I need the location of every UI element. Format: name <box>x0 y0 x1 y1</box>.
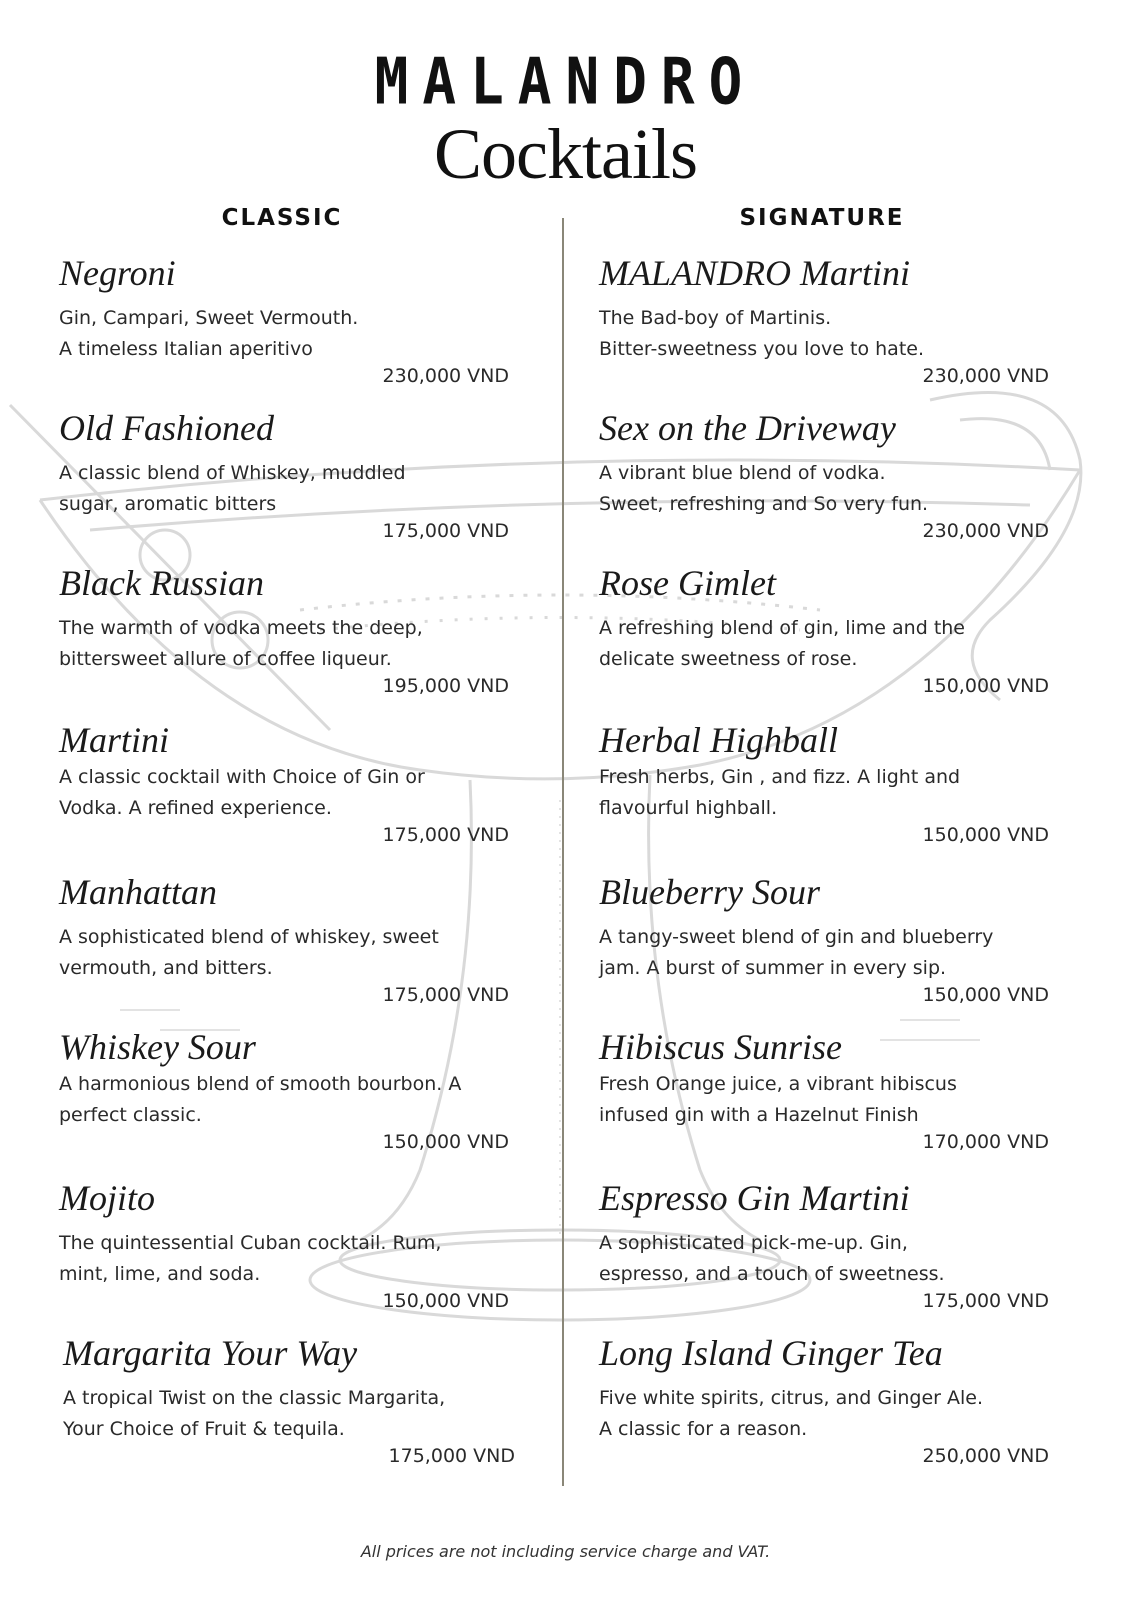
item-description: Fresh Orange juice, a vibrant hibiscus infused gin with a Hazelnut Finish <box>599 1073 957 1126</box>
menu-item <box>599 1178 1049 1314</box>
item-description: A tropical Twist on the classic Margarita, Your Choice of Fruit & tequila. <box>63 1387 446 1440</box>
item-name: Margarita Your Way <box>63 1333 358 1373</box>
menu-item <box>59 253 509 389</box>
menu-item <box>59 408 509 544</box>
classic-heading: CLASSIC <box>221 205 343 231</box>
item-description: A sophisticated blend of whiskey, sweet vermouth, and bitters. <box>59 926 439 979</box>
item-price: 195,000 VND <box>382 675 509 697</box>
item-price: 150,000 VND <box>922 675 1049 697</box>
signature-heading: SIGNATURE <box>739 205 905 231</box>
menu-item <box>599 1027 1049 1155</box>
item-description: Fresh herbs, Gin , and fizz. A light and flavourful highball. <box>599 766 961 819</box>
menu-item <box>599 563 1049 699</box>
item-name: Hibiscus Sunrise <box>599 1027 842 1067</box>
item-price: 150,000 VND <box>382 1131 509 1153</box>
item-name: Black Russian <box>59 563 264 603</box>
menu-item <box>599 408 1049 544</box>
item-name: Manhattan <box>59 872 217 912</box>
item-price: 250,000 VND <box>922 1445 1049 1467</box>
item-name: Old Fashioned <box>59 408 274 448</box>
item-name: Long Island Ginger Tea <box>599 1333 943 1373</box>
item-name: Espresso Gin Martini <box>599 1178 910 1218</box>
item-price: 150,000 VND <box>922 984 1049 1006</box>
menu-item <box>599 872 1049 1008</box>
item-name: Mojito <box>59 1178 155 1218</box>
item-description: A refreshing blend of gin, lime and the delicate sweetness of rose. <box>599 617 966 670</box>
item-description: The Bad-boy of Martinis. Bitter-sweetness you love to hate. <box>599 307 924 360</box>
item-name: Rose Gimlet <box>599 563 776 603</box>
item-price: 230,000 VND <box>922 520 1049 542</box>
item-price: 230,000 VND <box>922 365 1049 387</box>
menu-item <box>63 1333 515 1469</box>
item-description: A classic blend of Whiskey, muddled sugar, aromatic bitters <box>59 462 406 515</box>
item-description: Gin, Campari, Sweet Vermouth. A timeless Italian aperitivo <box>59 307 359 360</box>
column-divider <box>562 218 564 1486</box>
item-price: 230,000 VND <box>382 365 509 387</box>
item-price: 175,000 VND <box>922 1290 1049 1312</box>
menu-item <box>599 1333 1049 1469</box>
item-name: Negroni <box>59 253 176 293</box>
menu-item <box>59 1027 509 1155</box>
menu-item <box>59 1178 509 1314</box>
item-price: 175,000 VND <box>382 824 509 846</box>
item-price: 150,000 VND <box>382 1290 509 1312</box>
item-description: A tangy-sweet blend of gin and blueberry jam. A burst of summer in every sip. <box>599 926 994 979</box>
item-description: The quintessential Cuban cocktail. Rum, mint, lime, and soda. <box>59 1232 442 1285</box>
item-name: Herbal Highball <box>599 720 838 760</box>
item-description: A classic cocktail with Choice of Gin or Vodka. A refined experience. <box>59 766 425 819</box>
item-name: MALANDRO Martini <box>599 253 910 293</box>
item-price: 175,000 VND <box>382 520 509 542</box>
item-description: Five white spirits, citrus, and Ginger Ale. A classic for a reason. <box>599 1387 984 1440</box>
item-name: Blueberry Sour <box>599 872 820 912</box>
footer-note: All prices are not including service charge and VAT. <box>360 1542 771 1561</box>
menu-item <box>59 563 509 699</box>
item-price: 170,000 VND <box>922 1131 1049 1153</box>
item-description: A harmonious blend of smooth bourbon. A perfect classic. <box>59 1073 462 1126</box>
menu-item <box>599 720 1049 848</box>
item-name: Whiskey Sour <box>59 1027 256 1067</box>
item-price: 175,000 VND <box>382 984 509 1006</box>
item-name: Sex on the Driveway <box>599 408 896 448</box>
menu-item <box>59 720 509 848</box>
menu-item <box>59 872 509 1008</box>
item-description: The warmth of vodka meets the deep, bittersweet allure of coffee liqueur. <box>59 617 423 670</box>
page-title: Cocktails <box>434 114 697 194</box>
item-description: A vibrant blue blend of vodka. Sweet, refreshing and So very fun. <box>599 462 929 515</box>
item-price: 175,000 VND <box>388 1445 515 1467</box>
item-price: 150,000 VND <box>922 824 1049 846</box>
item-description: A sophisticated pick-me-up. Gin, espresso, and a touch of sweetness. <box>599 1232 945 1285</box>
item-name: Martini <box>59 720 170 760</box>
menu-item <box>599 253 1049 389</box>
brand-logo: MALANDRO <box>374 45 757 120</box>
